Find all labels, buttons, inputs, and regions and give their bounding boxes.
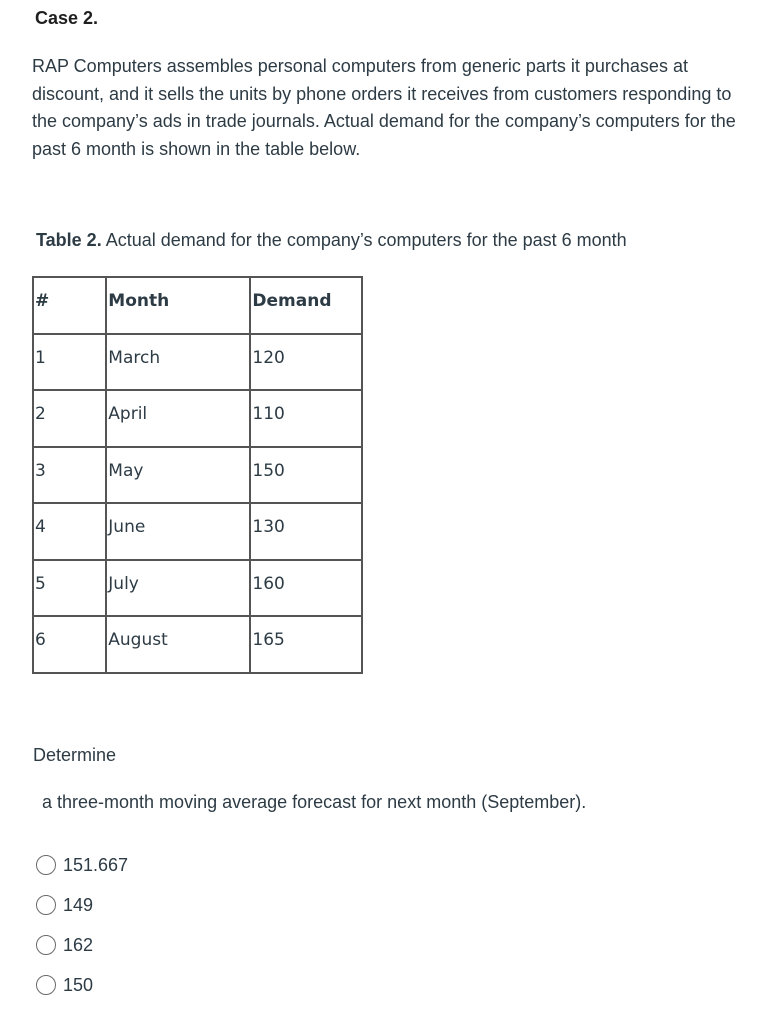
table-row	[33, 334, 362, 391]
table-row	[33, 390, 362, 447]
row-demand: 110	[250, 390, 362, 447]
option-label[interactable]: 151.667	[63, 854, 129, 875]
option-label[interactable]: 149	[63, 894, 94, 915]
table-row	[33, 447, 362, 504]
row-month: May	[106, 447, 250, 504]
row-month: August	[106, 616, 250, 673]
option-label[interactable]: 162	[63, 934, 94, 955]
table-header-row	[33, 277, 362, 334]
header-number: #	[33, 277, 106, 334]
table-caption-text: Actual demand for the company’s computers for the past 6 month	[101, 230, 627, 250]
row-demand: 165	[250, 616, 362, 673]
answer-option[interactable]	[36, 925, 128, 965]
row-number: 3	[33, 447, 106, 504]
determine-label: Determine	[33, 745, 117, 765]
option-label[interactable]: 150	[63, 974, 94, 995]
header-month: Month	[106, 277, 250, 334]
answer-options	[36, 845, 128, 1005]
header-demand: Demand	[250, 277, 362, 334]
row-month: July	[106, 560, 250, 617]
row-demand: 160	[250, 560, 362, 617]
row-number: 6	[33, 616, 106, 673]
table-row	[33, 616, 362, 673]
intro-paragraph: RAP Computers assembles personal computers from generic parts it purchases at discount, and it sells the units by phone orders it receives from customers responding to the company’s ads in trade journals. Actual demand for the company’s computers for the past 6 month is shown in the table below.	[32, 56, 736, 159]
answer-option[interactable]	[36, 845, 128, 885]
row-number: 2	[33, 390, 106, 447]
row-demand: 120	[250, 334, 362, 391]
row-demand: 150	[250, 447, 362, 504]
answer-option[interactable]	[36, 965, 128, 1005]
radio-button[interactable]	[36, 935, 56, 955]
question-text: a three-month moving average forecast for next month (September).	[42, 792, 587, 812]
row-number: 1	[33, 334, 106, 391]
radio-button[interactable]	[36, 975, 56, 995]
radio-button[interactable]	[36, 855, 56, 875]
row-number: 4	[33, 503, 106, 560]
answer-option[interactable]	[36, 885, 128, 925]
table-caption-label: Table 2.	[36, 230, 102, 250]
row-month: June	[106, 503, 250, 560]
row-number: 5	[33, 560, 106, 617]
table-caption	[36, 230, 627, 251]
row-demand: 130	[250, 503, 362, 560]
row-month: April	[106, 390, 250, 447]
demand-table	[32, 276, 363, 674]
table-row	[33, 503, 362, 560]
radio-button[interactable]	[36, 895, 56, 915]
table-row	[33, 560, 362, 617]
case-title: Case 2.	[35, 8, 99, 28]
row-month: March	[106, 334, 250, 391]
